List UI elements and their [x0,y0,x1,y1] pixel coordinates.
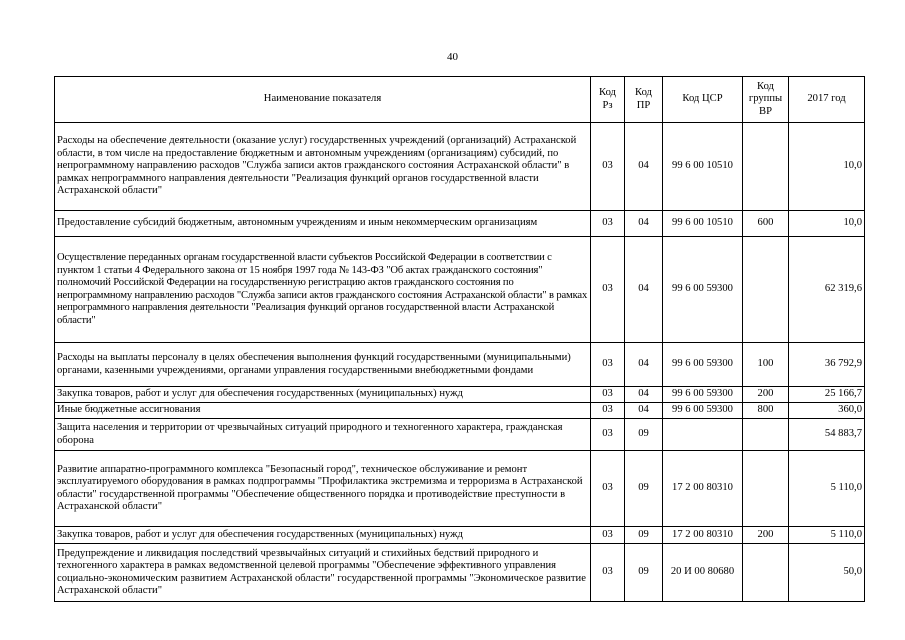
table-row [55,544,865,602]
row-vr [743,451,789,527]
row-csr: 99 6 00 59300 [663,343,743,387]
page-number: 40 [447,51,458,63]
table-row [55,123,865,211]
row-rz: 03 [591,527,625,544]
budget-table [54,76,865,602]
row-csr [663,419,743,451]
row-amount: 10,0 [789,211,865,237]
row-name: Закупка товаров, работ и услуг для обеспечения государственных (муниципальных) нужд [55,527,591,544]
header-name: Наименование показателя [55,77,591,123]
header-pr: Код ПР [625,77,663,123]
row-amount: 5 110,0 [789,451,865,527]
row-name: Защита населения и территории от чрезвычайных ситуаций природного и техногенного характера, гражданская оборона [55,419,591,451]
table-header-row [55,77,865,123]
row-name: Закупка товаров, работ и услуг для обеспечения государственных (муниципальных) нужд [55,387,591,403]
row-rz: 03 [591,343,625,387]
table-row [55,343,865,387]
row-vr: 600 [743,211,789,237]
table-row [55,403,865,419]
row-name: Иные бюджетные ассигнования [55,403,591,419]
row-rz: 03 [591,451,625,527]
row-pr: 09 [625,419,663,451]
table-row [55,419,865,451]
row-pr: 04 [625,387,663,403]
row-name: Осуществление переданных органам государственной власти субъектов Российской Федерации в соответствии с пунктом 1 статьи 4 Федерального закона от 15 ноября 1997 года № 143-ФЗ "Об актах гражданского состояния" полномочий Российской Федерации на государственную регистрацию актов гражданского состояния по непрограммному направлению расходов "Служба записи актов гражданского состояния Астраханской области" в рамках непрограммного направления деятельности "Реализация функций органов государственной власти Астраханской области" [55,237,591,343]
row-name: Расходы на выплаты персоналу в целях обеспечения выполнения функций государственными (муниципальными) органами, казенными учреждениями, органами управления государственными внебюджетными фондами [55,343,591,387]
row-amount: 36 792,9 [789,343,865,387]
row-rz: 03 [591,237,625,343]
row-amount: 50,0 [789,544,865,602]
header-csr: Код ЦСР [663,77,743,123]
row-rz: 03 [591,419,625,451]
row-vr: 200 [743,387,789,403]
table-row [55,451,865,527]
row-csr: 17 2 00 80310 [663,527,743,544]
row-vr [743,419,789,451]
row-csr: 99 6 00 59300 [663,237,743,343]
row-pr: 04 [625,237,663,343]
row-vr [743,237,789,343]
row-amount: 54 883,7 [789,419,865,451]
row-amount: 10,0 [789,123,865,211]
row-csr: 99 6 00 10510 [663,123,743,211]
row-vr: 100 [743,343,789,387]
header-year: 2017 год [789,77,865,123]
row-vr: 800 [743,403,789,419]
header-rz: Код Рз [591,77,625,123]
row-csr: 20 И 00 80680 [663,544,743,602]
row-vr [743,123,789,211]
row-amount: 25 166,7 [789,387,865,403]
row-pr: 04 [625,403,663,419]
table-row [55,237,865,343]
row-csr: 99 6 00 10510 [663,211,743,237]
row-pr: 04 [625,211,663,237]
row-vr: 200 [743,527,789,544]
row-rz: 03 [591,387,625,403]
row-rz: 03 [591,123,625,211]
row-name: Развитие аппаратно-программного комплекса "Безопасный город", техническое обслуживание и ремонт эксплуатируемого оборудования в рамках подпрограммы "Профилактика экстремизма и терроризма в Астраханской области" государственной программы "Обеспечение общественного порядка и противодействие преступности в Астраханской области" [55,451,591,527]
row-amount: 360,0 [789,403,865,419]
row-name: Предоставление субсидий бюджетным, автономным учреждениям и иным некоммерческим организациям [55,211,591,237]
table-row [55,387,865,403]
table-row [55,527,865,544]
row-csr: 99 6 00 59300 [663,403,743,419]
row-csr: 17 2 00 80310 [663,451,743,527]
row-csr: 99 6 00 59300 [663,387,743,403]
row-name: Расходы на обеспечение деятельности (оказание услуг) государственных учреждений (организаций) Астраханской области, в том числе на предоставление бюджетным и автономным учреждениям (организациям) субсидий, по непрограммному направлению расходов "Служба записи актов гражданского состояния Астраханской области" в рамках непрограммного направления деятельности "Реализация функций органов государственной власти Астраханской области" [55,123,591,211]
row-amount: 5 110,0 [789,527,865,544]
row-pr: 09 [625,544,663,602]
row-vr [743,544,789,602]
row-name: Предупреждение и ликвидация последствий чрезвычайных ситуаций и стихийных бедствий природного и техногенного характера в рамках ведомственной целевой программы "Обеспечение эффективного управления социально-экономическим развитием Астраханской области" государственной программы "Экономическое развитие Астраханской области" [55,544,591,602]
row-rz: 03 [591,211,625,237]
row-rz: 03 [591,403,625,419]
row-pr: 04 [625,123,663,211]
row-rz: 03 [591,544,625,602]
table-row [55,211,865,237]
row-pr: 09 [625,527,663,544]
row-pr: 09 [625,451,663,527]
row-pr: 04 [625,343,663,387]
row-amount: 62 319,6 [789,237,865,343]
header-vr: Код группы ВР [743,77,789,123]
